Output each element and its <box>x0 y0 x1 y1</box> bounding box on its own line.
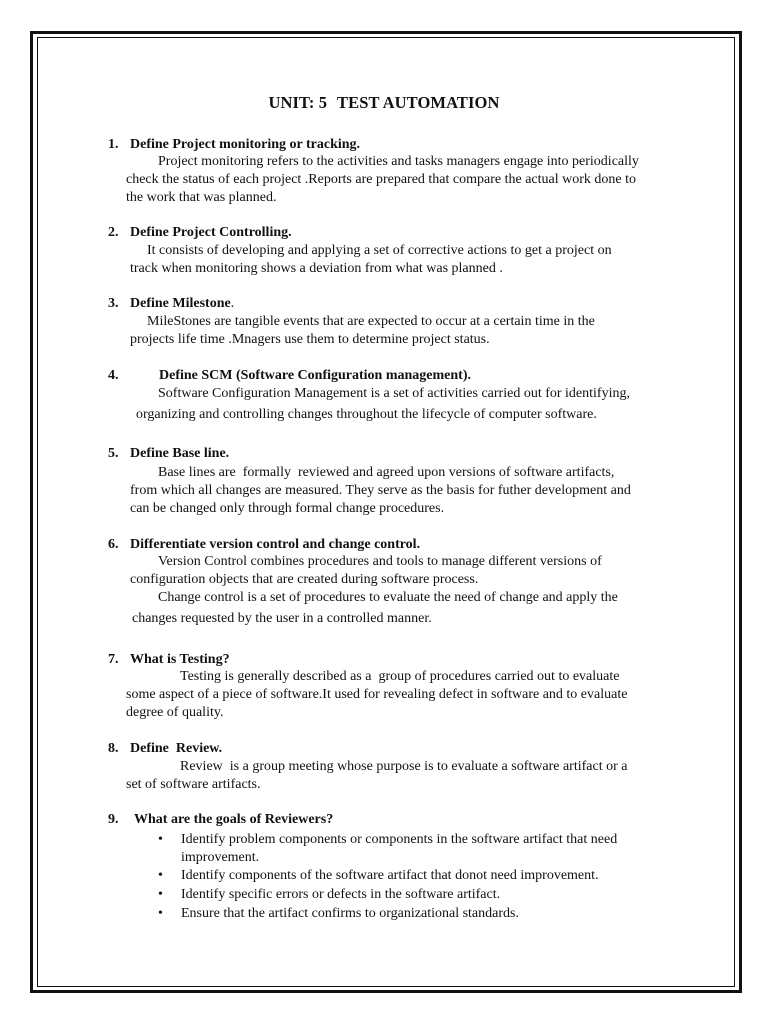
bullet-text: Identify problem components or components in the software artifact that need <box>181 832 618 847</box>
answer-line: degree of quality. <box>126 705 224 720</box>
bullet-icon: • <box>158 832 163 847</box>
answer-line: Change control is a set of procedures to evaluate the need of change and apply the <box>158 590 618 605</box>
answer-line: the work that was planned. <box>126 190 277 205</box>
unit-topic: TEST AUTOMATION <box>337 93 500 112</box>
answer-line: Software Configuration Management is a set of activities carried out for identifying, <box>158 386 630 401</box>
answer-line: organizing and controlling changes throughout the lifecycle of computer software. <box>136 407 597 422</box>
question-7-number: 7. <box>108 652 119 667</box>
answer-line: can be changed only through formal change procedures. <box>130 501 445 516</box>
answer-line: track when monitoring shows a deviation from what was planned . <box>130 261 503 276</box>
question-3-text: Define Milestone <box>130 296 231 311</box>
answer-line: changes requested by the user in a controlled manner. <box>132 611 432 626</box>
unit-label: UNIT: 5 <box>268 93 328 112</box>
answer-line: from which all changes are measured. They serve as the basis for futher development and <box>130 483 631 498</box>
question-9-number: 9. <box>108 812 119 827</box>
answer-line: set of software artifacts. <box>126 777 261 792</box>
answer-line: some aspect of a piece of software.It used for revealing defect in software and to evaluate <box>126 687 628 702</box>
answer-line: Base lines are formally reviewed and agreed upon versions of software artifacts, <box>158 465 615 480</box>
question-7-text: What is Testing? <box>130 652 230 667</box>
question-8-number: 8. <box>108 741 119 756</box>
question-4-text: Define SCM (Software Configuration management). <box>159 368 471 383</box>
bullet-continuation: improvement. <box>181 850 260 865</box>
question-3-suffix: . <box>230 296 235 311</box>
question-8-text: Define Review. <box>130 741 223 756</box>
answer-line: Testing is generally described as a group of procedures carried out to evaluate <box>180 669 620 684</box>
answer-line: Review is a group meeting whose purpose is to evaluate a software artifact or a <box>180 759 628 774</box>
question-4-number: 4. <box>108 368 119 383</box>
bullet-text: Identify components of the software artifact that donot need improvement. <box>181 868 599 883</box>
answer-line: Project monitoring refers to the activities and tasks managers engage into periodically <box>158 154 639 169</box>
question-2-number: 2. <box>108 225 119 240</box>
question-9-text: What are the goals of Reviewers? <box>134 812 334 827</box>
question-6-text: Differentiate version control and change control. <box>130 537 421 552</box>
bullet-icon: • <box>158 868 163 883</box>
answer-line: It consists of developing and applying a set of corrective actions to get a project on <box>147 243 612 258</box>
answer-line: Version Control combines procedures and tools to manage different versions of <box>158 554 602 569</box>
page-title <box>0 93 768 113</box>
question-6-number: 6. <box>108 537 119 552</box>
bullet-text: Identify specific errors or defects in the software artifact. <box>181 887 501 902</box>
bullet-text: Ensure that the artifact confirms to organizational standards. <box>181 906 519 921</box>
bullet-icon: • <box>158 906 163 921</box>
question-5-number: 5. <box>108 446 119 461</box>
answer-line: configuration objects that are created during software process. <box>130 572 479 587</box>
bullet-icon: • <box>158 887 163 902</box>
question-3-number: 3. <box>108 296 119 311</box>
question-2-text: Define Project Controlling. <box>130 225 292 240</box>
answer-line: projects life time .Mnagers use them to determine project status. <box>130 332 490 347</box>
answer-line: check the status of each project .Reports are prepared that compare the actual work done to <box>126 172 637 187</box>
question-1-number: 1. <box>108 137 119 152</box>
answer-line: MileStones are tangible events that are expected to occur at a certain time in the <box>147 314 595 329</box>
question-1-text: Define Project monitoring or tracking. <box>130 137 361 152</box>
question-5-text: Define Base line. <box>130 446 230 461</box>
